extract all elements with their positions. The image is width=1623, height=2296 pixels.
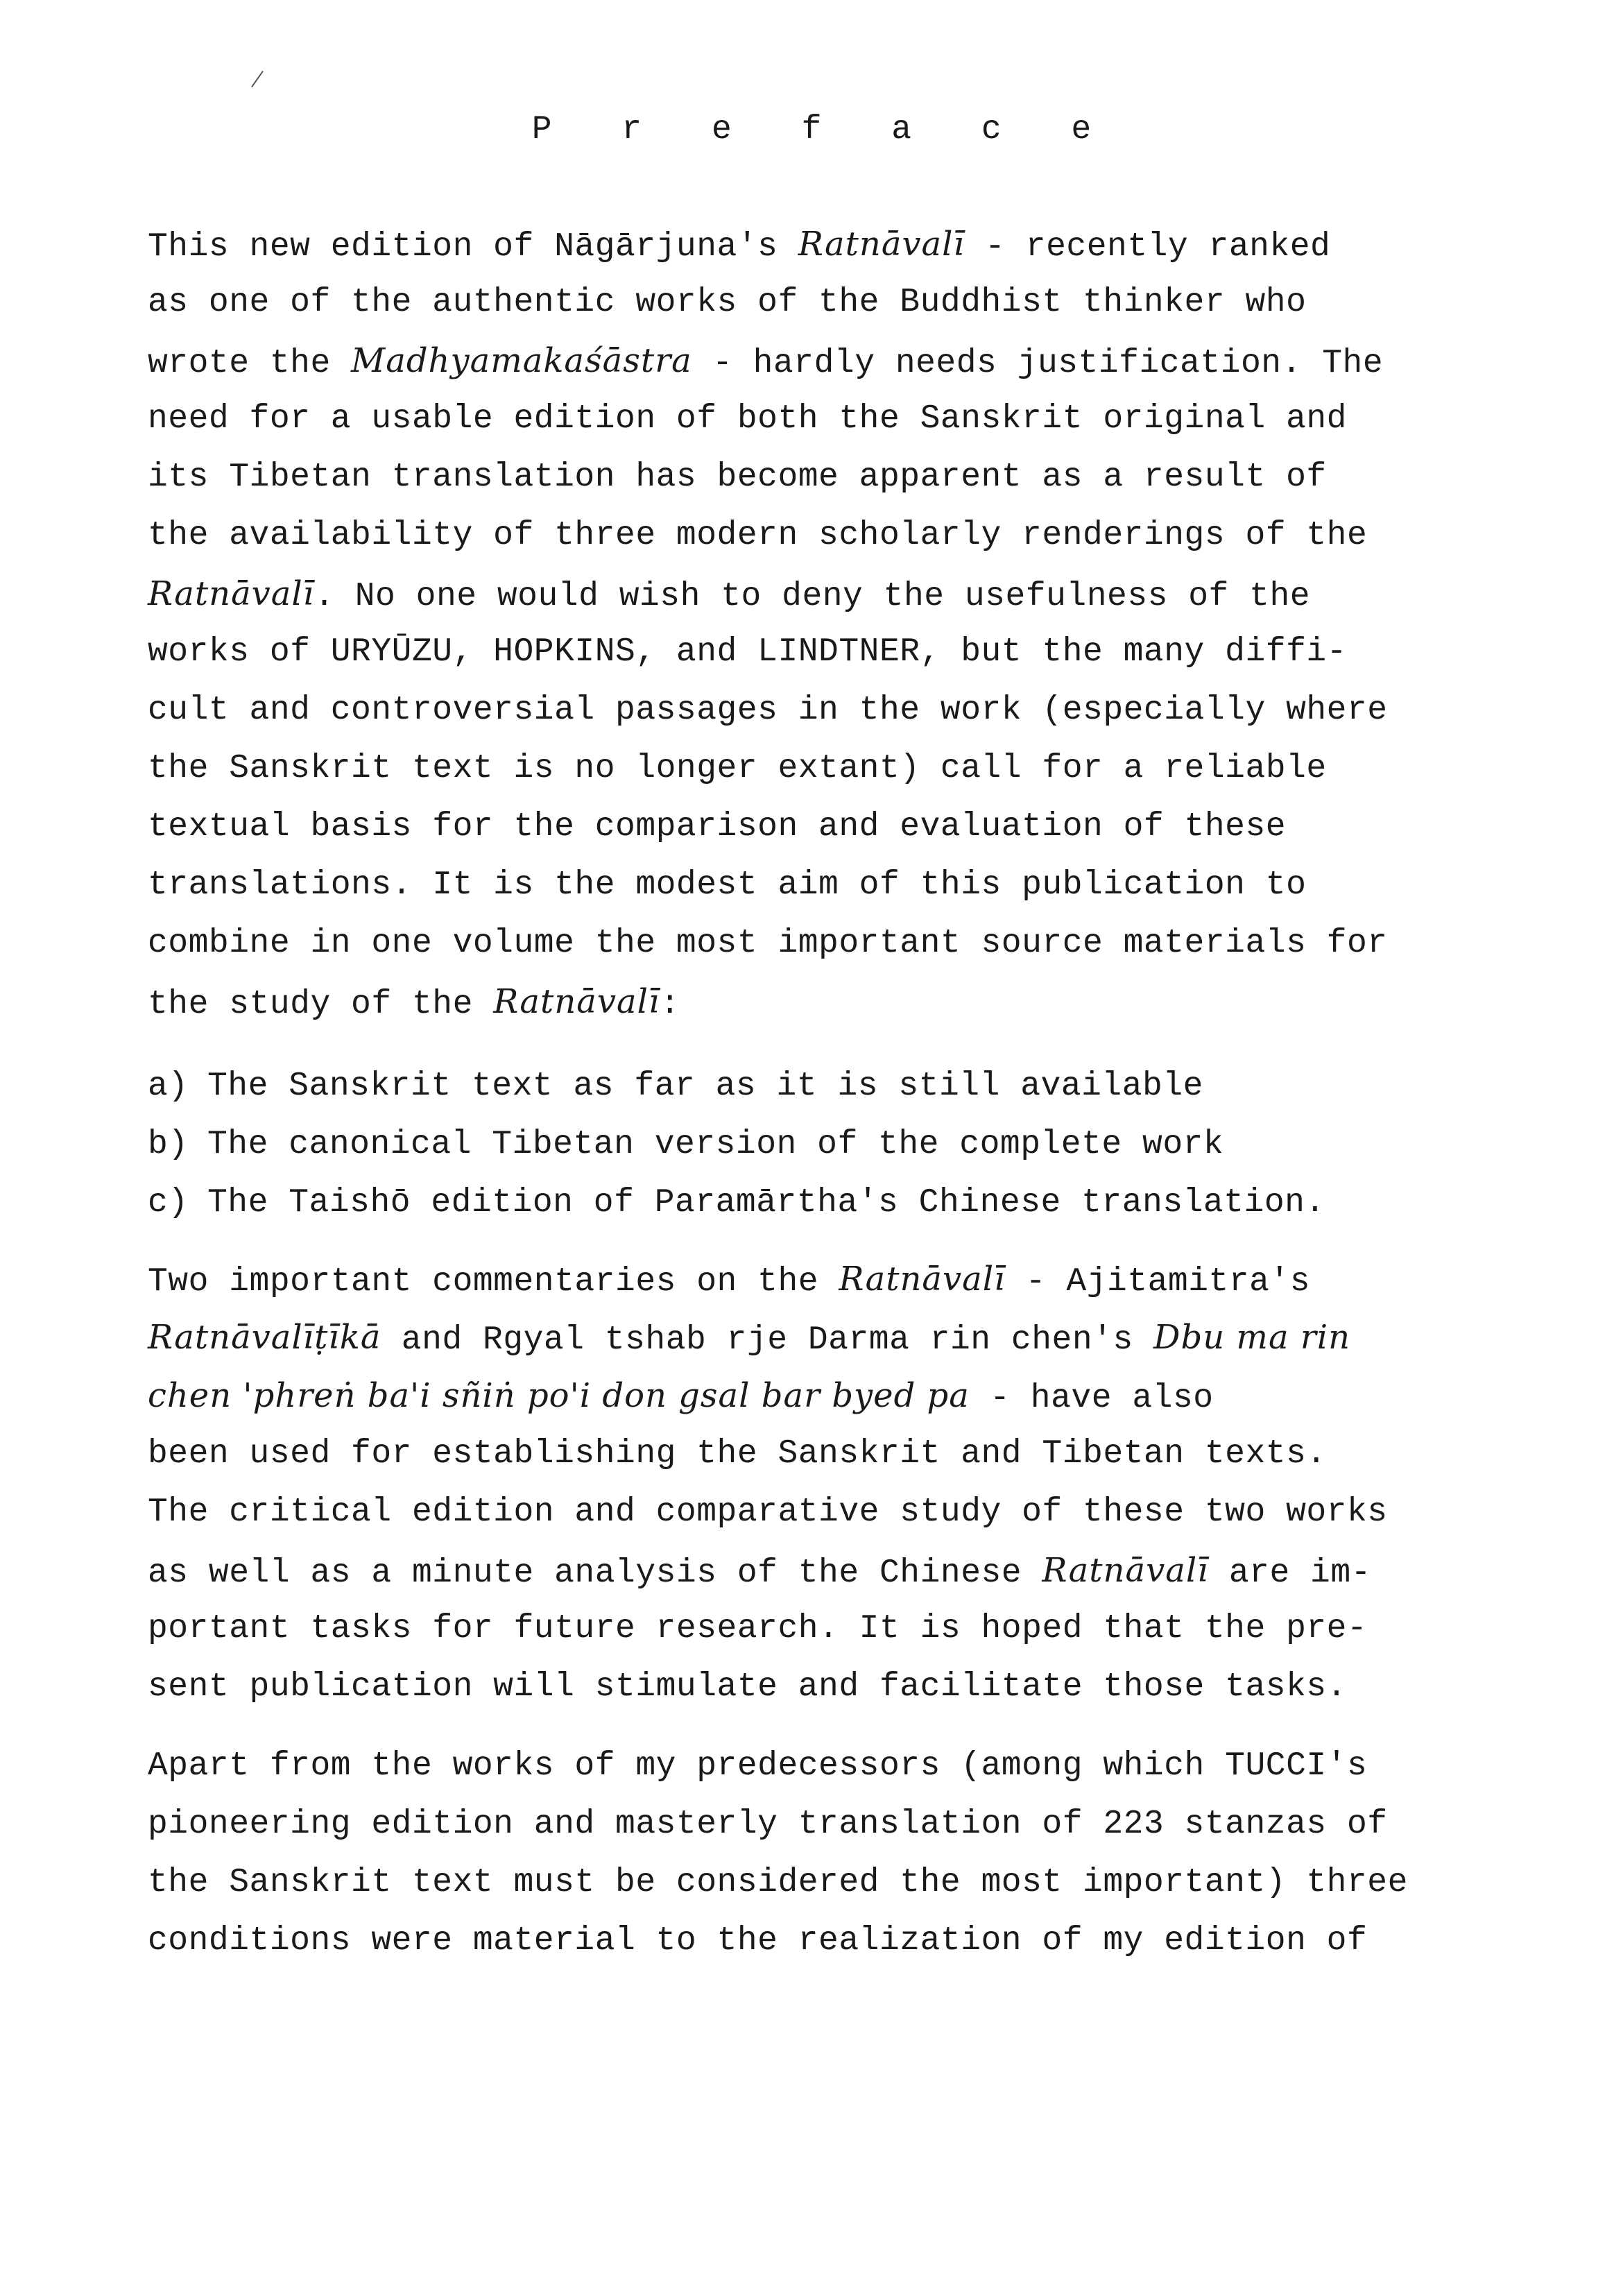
text-line xyxy=(148,1367,1507,1425)
text-line xyxy=(148,448,1507,506)
text-run: are im- xyxy=(1208,1554,1371,1592)
list-item-text: The Sanskrit text as far as it is still available xyxy=(207,1068,1203,1105)
text-run: the Sanskrit text must be considered the most important) three xyxy=(148,1864,1408,1901)
italic-title: Dbu ma rin xyxy=(1153,1318,1351,1357)
text-run: combine in one volume the most important source materials for xyxy=(148,925,1388,962)
text-run: . No one would wish to deny the usefulness of the xyxy=(314,578,1311,615)
text-run: need for a usable edition of both the Sanskrit original and xyxy=(148,400,1347,438)
italic-title: Ratnāvalīṭīkā xyxy=(148,1318,381,1357)
text-line xyxy=(148,914,1507,973)
text-line xyxy=(148,1250,1507,1308)
text-line xyxy=(148,1658,1507,1716)
text-run: - have also xyxy=(969,1380,1214,1417)
text-run: - hardly needs justification. The xyxy=(692,345,1384,382)
text-line xyxy=(148,332,1507,390)
text-run: wrote the xyxy=(148,345,352,382)
text-run: conditions were material to the realization of my edition of xyxy=(148,1922,1368,1960)
text-line xyxy=(148,506,1507,565)
text-run: as well as a minute analysis of the Chinese xyxy=(148,1554,1042,1592)
italic-title: Ratnāvalī xyxy=(493,982,660,1021)
list-item xyxy=(148,1174,1507,1232)
text-line xyxy=(148,1308,1507,1367)
text-line xyxy=(148,273,1507,332)
text-run: textual basis for the comparison and evaluation of these xyxy=(148,808,1287,846)
italic-title: Ratnāvalī xyxy=(1042,1551,1209,1590)
text-line xyxy=(148,1600,1507,1658)
paragraph-1 xyxy=(148,215,1507,1031)
text-run: the availability of three modern scholarly renderings of the xyxy=(148,517,1368,554)
text-run: portant tasks for future research. It is hoped that the pre- xyxy=(148,1610,1368,1647)
text-run: Two important commentaries on the xyxy=(148,1263,839,1301)
text-run: been used for establishing the Sanskrit and Tibetan texts. xyxy=(148,1435,1327,1473)
text-line xyxy=(148,739,1507,798)
text-line xyxy=(148,798,1507,856)
text-line xyxy=(148,215,1507,273)
list-item-text: The Taishō edition of Paramārtha's Chinese translation. xyxy=(207,1184,1325,1222)
list-item-label: c) xyxy=(148,1184,189,1222)
text-line xyxy=(148,1541,1507,1600)
text-line xyxy=(148,565,1507,623)
text-line xyxy=(148,856,1507,914)
text-line xyxy=(148,1795,1507,1853)
paragraph-3 xyxy=(148,1737,1507,1970)
list-item xyxy=(148,1115,1507,1174)
text-run: The critical edition and comparative study of these two works xyxy=(148,1493,1388,1531)
page-title: P r e f a c e xyxy=(531,111,1117,148)
italic-title: Ratnāvalī xyxy=(839,1260,1006,1299)
paragraph-2 xyxy=(148,1250,1507,1716)
text-run: as one of the authentic works of the Buddhist thinker who xyxy=(148,284,1307,321)
text-run: and Rgyal tshab rje Darma rin chen's xyxy=(381,1321,1154,1359)
text-run: - Ajitamitra's xyxy=(1005,1263,1311,1301)
text-line xyxy=(148,973,1507,1031)
italic-title: chen 'phreṅ ba'i sñiṅ po'i don gsal bar byed pa xyxy=(148,1376,970,1415)
text-run: the Sanskrit text is no longer extant) call for a reliable xyxy=(148,750,1327,787)
text-run: Apart from the works of my predecessors (among which TUCCI's xyxy=(148,1747,1368,1785)
list-item-label: b) xyxy=(148,1126,189,1163)
text-run: cult and controversial passages in the work (especially where xyxy=(148,692,1388,729)
list-item-label: a) xyxy=(148,1068,189,1105)
text-line xyxy=(148,1853,1507,1912)
text-line xyxy=(148,390,1507,448)
italic-title: Ratnāvalī xyxy=(148,574,315,613)
italic-title: Madhyamakaśāstra xyxy=(351,341,692,380)
text-line xyxy=(148,623,1507,681)
text-run: the study of the xyxy=(148,986,494,1023)
italic-title: Ratnāvalī xyxy=(798,225,965,264)
text-run: - recently ranked xyxy=(964,228,1331,266)
list-item xyxy=(148,1057,1507,1115)
source-list xyxy=(148,1057,1507,1232)
text-line xyxy=(148,1912,1507,1970)
text-run: pioneering edition and masterly translation of 223 stanzas of xyxy=(148,1806,1388,1843)
text-line xyxy=(148,1425,1507,1483)
text-line xyxy=(148,1737,1507,1795)
text-line xyxy=(148,1483,1507,1541)
list-item-text: The canonical Tibetan version of the complete work xyxy=(207,1126,1224,1163)
text-run: This new edition of Nāgārjuna's xyxy=(148,228,798,266)
text-line xyxy=(148,681,1507,739)
stray-mark xyxy=(251,71,264,87)
text-run: : xyxy=(660,986,680,1023)
text-run: works of URYŪZU, HOPKINS, and LINDTNER, but the many diffi- xyxy=(148,633,1347,671)
text-run: sent publication will stimulate and facilitate those tasks. xyxy=(148,1668,1347,1706)
text-run: translations. It is the modest aim of this publication to xyxy=(148,866,1307,904)
text-run: its Tibetan translation has become apparent as a result of xyxy=(148,459,1327,496)
